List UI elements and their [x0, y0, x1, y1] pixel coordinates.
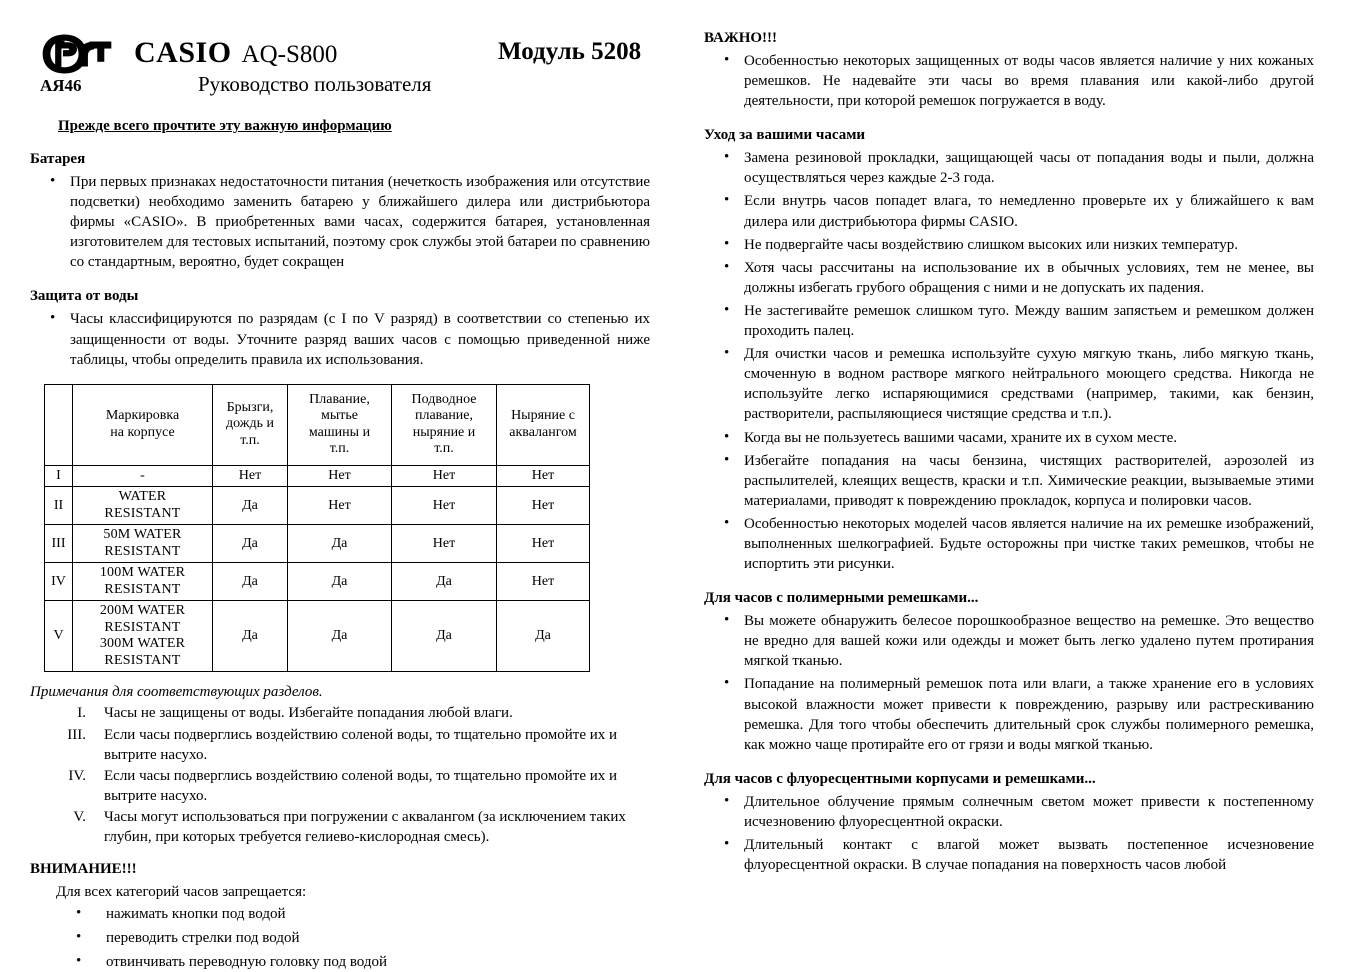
note-number: III.: [67, 726, 86, 743]
list-item: • переводить стрелки под водой: [30, 928, 650, 948]
list-item: • Попадание на полимерный ремешок пота или влаги, а также хранение его в условиях высокой влажности может привести к повреждению, разрыву или растрескиванию ремешка. Для того чтобы обеспечить длительный срок службы полимерного ремешка, как можно чаще протирайте его от грязи и воды мягкой тканью.: [704, 674, 1314, 754]
list-item: • Длительное облучение прямым солнечным светом может привести к постепенному исчезновению флуоресцентной окраски.: [704, 792, 1314, 832]
header-line: т.п.: [434, 441, 454, 457]
cell-scuba: Да: [497, 601, 590, 672]
cell-splash: Да: [213, 487, 288, 525]
marking-line: RESISTANT: [104, 543, 181, 559]
header-scuba: [497, 384, 590, 465]
header-line: аквалангом: [509, 424, 577, 440]
marking-line: RESISTANT: [104, 505, 181, 521]
cell-underwater: Да: [392, 563, 497, 601]
list-item: • нажимать кнопки под водой: [30, 904, 650, 924]
cell-swimming: Да: [288, 563, 392, 601]
water-resistance-table: [44, 384, 590, 673]
care-bullets: [704, 148, 1314, 574]
header-line: т.п.: [240, 433, 260, 448]
marking-line: -: [140, 467, 145, 483]
marking-line: 100M WATER: [99, 565, 186, 581]
cell-underwater: Да: [392, 601, 497, 672]
attention-bullets: [30, 904, 650, 972]
notes-list: [30, 703, 650, 847]
table-header-row: [45, 384, 590, 465]
important-bullets: [704, 51, 1314, 111]
module-title: Модуль 5208: [498, 38, 642, 65]
list-item: • Не подвергайте часы воздействию слишком высоких или низких температур.: [704, 235, 1314, 255]
header-line: машины и: [308, 424, 371, 440]
read-first-heading: Прежде всего прочтите эту важную информацию: [58, 118, 392, 134]
list-item: • Когда вы не пользуетесь вашими часами, храните их в сухом месте.: [704, 428, 1314, 448]
manual-subtitle: Руководство пользователя: [198, 72, 432, 96]
cell-splash: Нет: [213, 465, 288, 487]
list-item: • Часы классифицируются по разрядам (с I по V разряд) в соответствии со степенью их защищенности от воды. Уточните разряд ваших часов с помощью приведенной ниже таблицы, чтобы определить правила их использования.: [30, 309, 650, 369]
attention-intro: Для всех категорий часов запрещается:: [56, 884, 307, 901]
brand-line: [134, 36, 337, 70]
table-row: [45, 601, 590, 672]
header-line: на корпусе: [110, 424, 175, 440]
cell-swimming: Да: [288, 601, 392, 672]
cell-swimming: Да: [288, 525, 392, 563]
marking-line: 50M WATER: [103, 527, 182, 543]
list-item: • отвинчивать переводную головку под водой: [30, 952, 650, 972]
header-marking: [73, 384, 213, 465]
table-row: [45, 563, 590, 601]
notes-title: Примечания для соответствующих разделов.: [30, 684, 323, 701]
header-line: Плавание,: [309, 391, 370, 407]
battery-bullets: [30, 172, 650, 272]
list-item: • Замена резиновой прокладки, защищающей часы от попадания воды и пыли, должна осуществляться через каждые 2-3 года.: [704, 148, 1314, 188]
marking-line: RESISTANT: [104, 652, 181, 668]
list-item: • При первых признаках недостаточности питания (нечеткость изображения или отсутствие подсветки) необходимо заменить батарею у ближайшего дилера или дистрибьютора фирмы «CASIO». В приобретенных вами часах, содержится батарея, установленная изготовителем для тестовых испытаний, поэтому срок службы этой батареи по сравнению со стандартным, вероятно, будет сокращен: [30, 172, 650, 272]
cell-underwater: Нет: [392, 465, 497, 487]
cell-underwater: Нет: [392, 525, 497, 563]
brand-name: CASIO: [134, 36, 232, 69]
cell-underwater: Нет: [392, 487, 497, 525]
list-item: [30, 766, 650, 806]
marking-line: 200M WATER: [99, 603, 186, 619]
table-row: [45, 487, 590, 525]
column-gap: [660, 30, 704, 954]
water-protection-heading: Защита от воды: [30, 288, 139, 305]
polymer-heading: Для часов с полимерными ремешками...: [704, 590, 979, 607]
marking-line: RESISTANT: [104, 581, 181, 597]
row-number: I: [45, 465, 73, 487]
header-line: Маркировка: [105, 408, 180, 424]
header-underwater: [392, 384, 497, 465]
attention-heading: ВНИМАНИЕ!!!: [30, 861, 137, 878]
row-number: III: [45, 525, 73, 563]
cell-swimming: Нет: [288, 487, 392, 525]
list-item: • Длительный контакт с влагой может вызвать постепенное исчезновение флуоресцентной окраски. В случае попадания на поверхность часов любой: [704, 835, 1314, 875]
list-item: • Для очистки часов и ремешка используйте сухую мягкую ткань, либо мягкую ткань, смоченную в водном растворе мягкого нейтрального моющего средства. Никогда не используйте легко испаряющимися средствами (например, такими, как бензин, растворители, распыляющиеся чистящие средства и т.п.).: [704, 344, 1314, 424]
row-marking: [73, 525, 213, 563]
list-item: • Не застегивайте ремешок слишком туго. Между вашим запястьем и ремешком должен проходить палец.: [704, 301, 1314, 341]
header-line: Ныряние с: [511, 408, 575, 424]
model-name: AQ-S800: [241, 41, 338, 68]
list-item: • Особенностью некоторых моделей часов является наличие на их ремешке изображений, выполненных шелкографией. Будьте осторожны при чистке таких ремешков, чтобы не испортить эти рисунки.: [704, 514, 1314, 574]
row-number: II: [45, 487, 73, 525]
note-number: I.: [77, 705, 86, 722]
note-number: IV.: [68, 767, 86, 784]
row-number: V: [45, 601, 73, 672]
cell-splash: Да: [213, 601, 288, 672]
list-item: [30, 725, 650, 765]
row-marking: [73, 563, 213, 601]
marking-line: WATER: [118, 489, 167, 505]
marking-line: RESISTANT: [104, 619, 181, 635]
table-row: [45, 465, 590, 487]
masthead: [30, 30, 650, 102]
important-heading: ВАЖНО!!!: [704, 30, 778, 46]
row-marking: [73, 465, 213, 487]
header-line: плавание,: [414, 408, 474, 424]
list-item: • Особенностью некоторых защищенных от воды часов является наличие у них кожаных ремешков. Не надевайте эти часы во время плавания или какой-либо другой деятельности, при которой ремешок погружается в воду.: [704, 51, 1314, 111]
note-text: Часы могут использоваться при погружении с аквалангом (за исключением таких глубин, при которых требуется гелиево-кислородная смесь).: [104, 808, 626, 845]
header-line: дождь и: [226, 416, 274, 432]
row-number: IV: [45, 563, 73, 601]
table-row: [45, 525, 590, 563]
certification-code: АЯ46: [40, 76, 82, 95]
list-item: • Хотя часы рассчитаны на использование их в обычных условиях, тем не менее, вы должны избегать грубого обращения с ними и не допускать их падения.: [704, 258, 1314, 298]
row-marking: [73, 487, 213, 525]
water-protection-bullets: [30, 309, 650, 369]
header-empty: [45, 384, 73, 465]
header-line: Брызги,: [226, 399, 274, 415]
cell-scuba: Нет: [497, 465, 590, 487]
list-item: [30, 807, 650, 847]
header-swimming: [288, 384, 392, 465]
rst-certification-icon: [38, 32, 116, 76]
note-number: V.: [73, 808, 86, 825]
cell-splash: Да: [213, 525, 288, 563]
cell-swimming: Нет: [288, 465, 392, 487]
cell-scuba: Нет: [497, 487, 590, 525]
note-text: Часы не защищены от воды. Избегайте попадания любой влаги.: [104, 705, 513, 722]
right-column: [704, 30, 1314, 954]
cell-splash: Да: [213, 563, 288, 601]
fluorescent-heading: Для часов с флуоресцентными корпусами и ремешками...: [704, 770, 1096, 787]
polymer-bullets: [704, 611, 1314, 755]
certification-logo-block: [38, 32, 124, 94]
cell-scuba: Нет: [497, 563, 590, 601]
cell-scuba: Нет: [497, 525, 590, 563]
header-line: ныряние и: [412, 424, 476, 440]
list-item: • Избегайте попадания на часы бензина, чистящих растворителей, аэрозолей из распылителей, клеящих веществ, краски и т.п. Химические реакции, вызываемые этими материалами, приводят к повреждению прокладок, корпуса и полировки часов.: [704, 451, 1314, 511]
header-line: мытье: [321, 408, 358, 424]
row-marking: [73, 601, 213, 672]
marking-line: 300M WATER: [99, 636, 186, 652]
list-item: • Если внутрь часов попадет влага, то немедленно проверьте их у ближайшего к вам дилера или дистрибьютора фирмы CASIO.: [704, 191, 1314, 231]
left-column: [30, 30, 660, 971]
header-splash: [213, 384, 288, 465]
care-heading: Уход за вашими часами: [704, 127, 866, 144]
list-item: [30, 703, 650, 723]
note-text: Если часы подверглись воздействию соленой воды, то тщательно промойте их и вытрите насухо.: [104, 767, 618, 804]
header-line: Подводное: [411, 391, 477, 407]
battery-heading: Батарея: [30, 151, 86, 167]
header-line: т.п.: [329, 441, 350, 457]
fluorescent-bullets: [704, 792, 1314, 875]
list-item: • Вы можете обнаружить белесое порошкообразное вещество на ремешке. Это вещество не вредно для вашей кожи или одежды и может быть легко удалено путем протирания мягкой тканью.: [704, 611, 1314, 671]
note-text: Если часы подверглись воздействию соленой воды, то тщательно промойте их и вытрите насухо.: [104, 726, 618, 763]
